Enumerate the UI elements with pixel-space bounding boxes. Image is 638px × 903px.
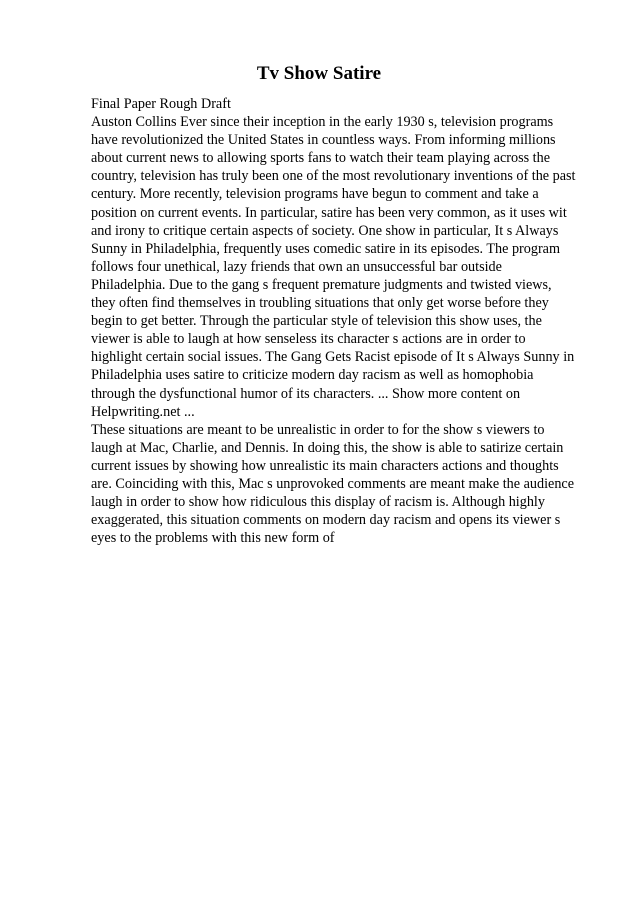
body-line: through the dysfunctional humor of its characters. ... Show more content on	[91, 385, 521, 402]
body-line: Auston Collins Ever since their inception in the early 1930 s, television programs	[91, 114, 554, 131]
body-line: follows four unethical, lazy friends that own an unsuccessful bar outside	[91, 258, 502, 275]
body-line: exaggerated, this situation comments on modern day racism and opens its viewer s	[91, 512, 561, 529]
document-body	[91, 95, 596, 547]
body-line: eyes to the problems with this new form of	[91, 530, 335, 547]
body-line: country, television has truly been one of the most revolutionary inventions of the past	[91, 168, 576, 185]
body-line: they often find themselves in troubling situations that only get worse before they	[91, 295, 549, 312]
body-line: Philadelphia. Due to the gang s frequent premature judgments and twisted views,	[91, 276, 552, 293]
body-line: current issues by showing how unrealistic its main characters actions and thoughts	[91, 457, 559, 474]
body-line: laugh in order to show how ridiculous this display of racism is. Although highly	[91, 494, 545, 511]
body-line: These situations are meant to be unrealistic in order to for the show s viewers to	[91, 421, 545, 438]
body-line: laugh at Mac, Charlie, and Dennis. In doing this, the show is able to satirize certain	[91, 439, 564, 456]
body-line: have revolutionized the United States in countless ways. From informing millions	[91, 132, 556, 149]
body-line: about current news to allowing sports fans to watch their team playing across the	[91, 150, 551, 167]
body-line: position on current events. In particular, satire has been very common, as it uses wit	[91, 204, 567, 221]
body-line: Helpwriting.net ...	[91, 403, 195, 420]
body-line: begin to get better. Through the particular style of television this show uses, the	[91, 313, 542, 330]
body-line: highlight certain social issues. The Gang Gets Racist episode of It s Always Sunny in	[91, 349, 575, 366]
body-line: are. Coinciding with this, Mac s unprovoked comments are meant make the audience	[91, 475, 575, 492]
body-line: Sunny in Philadelphia, frequently uses comedic satire in its episodes. The program	[91, 240, 561, 257]
body-line: and irony to critique certain aspects of society. One show in particular, It s Always	[91, 222, 559, 239]
document-title: Tv Show Satire	[256, 63, 382, 84]
body-line: Philadelphia uses satire to criticize modern day racism as well as homophobia	[91, 367, 534, 384]
body-line: century. More recently, television programs have begun to comment and take a	[91, 186, 539, 203]
body-line: viewer is able to laugh at how senseless its character s actions are in order to	[91, 331, 526, 348]
body-line: Final Paper Rough Draft	[91, 96, 231, 112]
